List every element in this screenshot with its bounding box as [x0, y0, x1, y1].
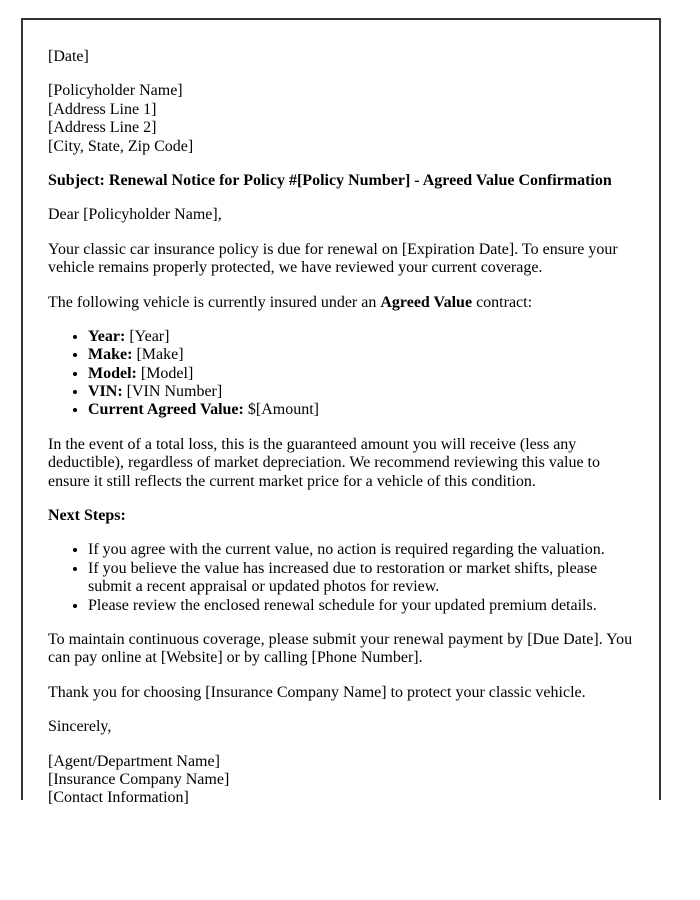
- vehicle-detail-label: Current Agreed Value:: [88, 401, 244, 419]
- vehicle-intro-suffix: contract:: [472, 293, 533, 311]
- intro-paragraph: Your classic car insurance policy is due for renewal on [Expiration Date]. To ensure your vehicle remains properly protected, we have reviewed your current coverage.: [48, 240, 618, 277]
- recipient-address-line-1: [Address Line 1]: [48, 100, 157, 118]
- vehicle-detail-value: [VIN Number]: [126, 383, 223, 401]
- next-step-item: • If you believe the value has increased due to restoration or market shifts, please submit a recent appraisal or updated photos for review.: [88, 560, 634, 597]
- payment-paragraph: To maintain continuous coverage, please submit your renewal payment by [Due Date]. You can pay online at [Website] or by calling [Phone Number].: [48, 630, 633, 667]
- next-step-item: • Please review the enclosed renewal schedule for your updated premium details.: [88, 597, 634, 615]
- vehicle-detail-make: [88, 346, 634, 364]
- signature-agent-line: [Agent/Department Name]: [48, 752, 220, 770]
- vehicle-detail-value: [Year]: [129, 327, 170, 345]
- vehicle-intro-prefix: The following vehicle is currently insured under an: [48, 293, 381, 311]
- signature-block: [48, 753, 634, 808]
- subject-line: Subject: Renewal Notice for Policy #[Policy Number] - Agreed Value Confirmation: [48, 171, 612, 189]
- signature-contact-line: [Contact Information]: [48, 789, 189, 807]
- next-steps-heading: Next Steps:: [48, 507, 126, 525]
- vehicle-details-list: [48, 328, 634, 420]
- vehicle-detail-label: Model:: [88, 364, 137, 382]
- recipient-city-state-zip-line: [City, State, Zip Code]: [48, 137, 194, 155]
- vehicle-detail-model: [88, 365, 634, 383]
- vehicle-detail-label: Year:: [88, 327, 126, 345]
- vehicle-detail-label: Make:: [88, 346, 133, 364]
- closing: Sincerely,: [48, 718, 112, 736]
- letter-date: [Date]: [48, 48, 89, 65]
- thank-you-paragraph: Thank you for choosing [Insurance Company Name] to protect your classic vehicle.: [48, 683, 586, 701]
- vehicle-detail-value: $[Amount]: [247, 401, 319, 419]
- vehicle-detail-year: [88, 328, 634, 346]
- total-loss-paragraph: In the event of a total loss, this is the guaranteed amount you will receive (less any deductible), regardless of market depreciation. We recommend reviewing this value to ensure it still reflects the current market price for a vehicle of this condition.: [48, 435, 600, 490]
- vehicle-detail-vin: [88, 383, 634, 401]
- recipient-address-block: [48, 82, 634, 156]
- vehicle-detail-value: [Make]: [136, 346, 184, 364]
- vehicle-intro-bold-term: Agreed Value: [380, 293, 473, 311]
- next-steps-list: [48, 541, 634, 615]
- vehicle-detail-label: VIN:: [88, 383, 123, 401]
- vehicle-detail-agreed-value: [88, 401, 634, 419]
- recipient-name-line: [Policyholder Name]: [48, 82, 183, 100]
- salutation: Dear [Policyholder Name],: [48, 206, 222, 224]
- letter-document: [21, 18, 661, 807]
- recipient-address-line-2: [Address Line 2]: [48, 119, 157, 137]
- vehicle-detail-value: [Model]: [140, 364, 194, 382]
- signature-company-line: [Insurance Company Name]: [48, 770, 230, 788]
- vehicle-intro-paragraph: [48, 294, 634, 312]
- next-step-item: • If you agree with the current value, no action is required regarding the valuation.: [88, 541, 634, 559]
